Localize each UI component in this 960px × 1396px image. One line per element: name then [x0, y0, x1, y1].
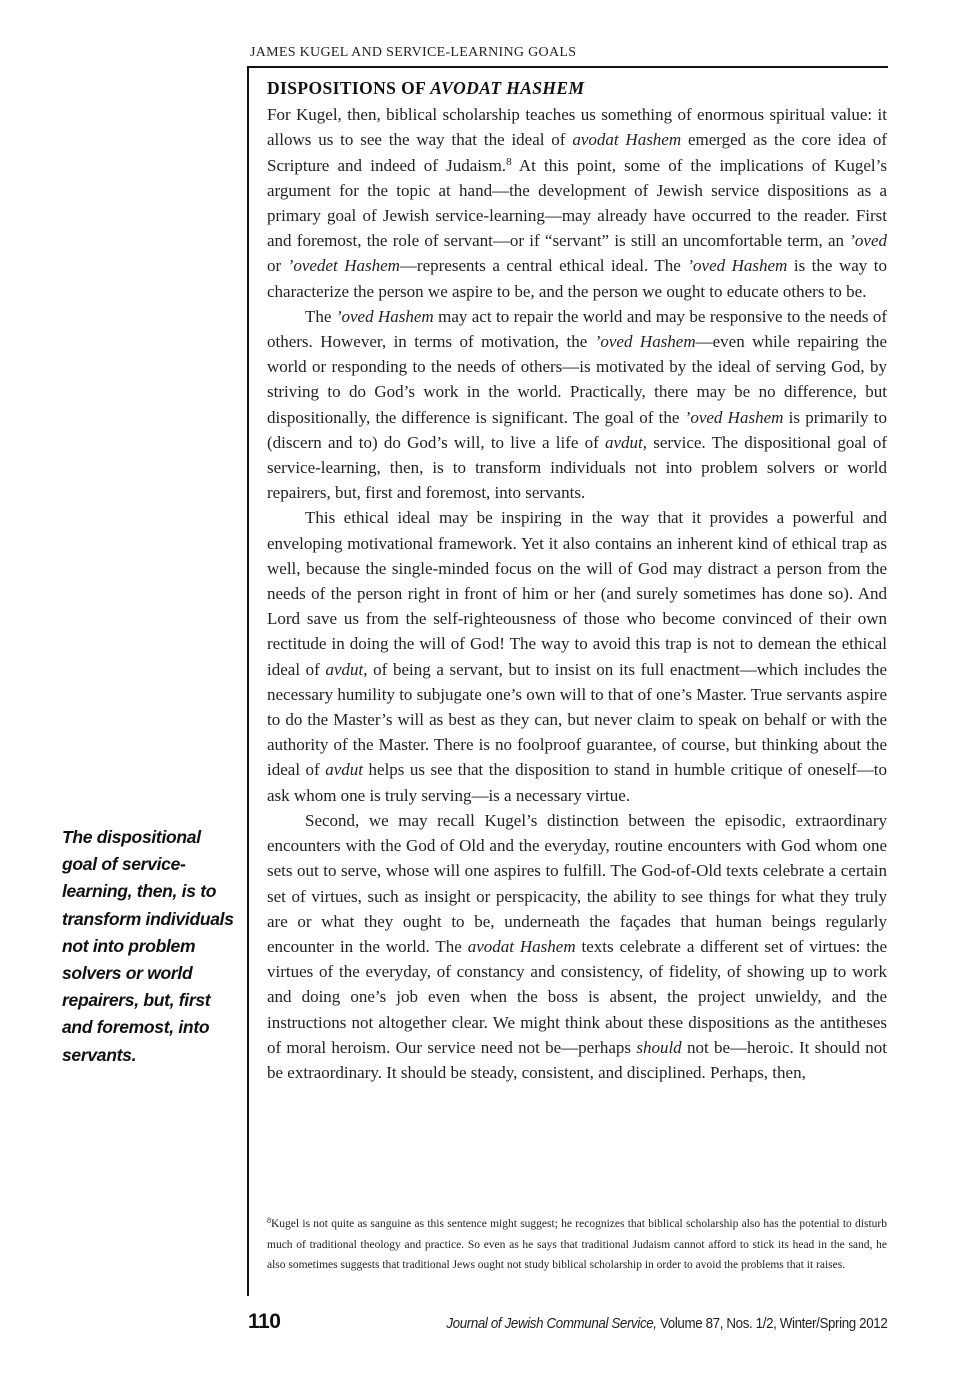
running-head: JAMES KUGEL AND SERVICE-LEARNING GOALS	[250, 45, 577, 60]
italic-run: should	[636, 1037, 682, 1057]
text-run: not be—heroic. It should not be extraordinary. It should be steady, consistent, and disciplined. Perhaps, then,	[267, 1037, 887, 1082]
italic-run: ’oved Hashem	[684, 407, 784, 427]
text-run: may act to repair the world and may be responsive to the needs of others. However, in terms of motivation, the	[267, 306, 888, 352]
text-run: texts celebrate a different set of virtues: the virtues of the everyday, of constancy and consistency, of fidelity, of showing up to work and doing one’s job even when the boss is absent, the project unwieldy, and the instructions not altogether clear. We might think about these dispositions as the antitheses of moral heroism. Our service need not be—perhaps	[267, 936, 888, 1057]
italic-run: avdut,	[325, 659, 368, 679]
pull-quote: The dispositional goal of service-learning, then, is to transform individuals not into problem solvers or world repairers, but, first and foremost, into servants.	[62, 827, 234, 1065]
paragraph-3	[267, 505, 887, 807]
italic-run: avdut	[325, 760, 364, 780]
section-heading-italic: AVODAT HASHEM	[430, 78, 585, 98]
text-run: For Kugel, then, biblical scholarship teaches us something of enormous spiritual value: it allows us to see the way that the ideal of	[267, 105, 887, 150]
text-run: The	[305, 306, 336, 326]
footnote-text: Kugel is not quite as sanguine as this sentence might suggest; he recognizes that biblical scholarship also has the potential to disturb much of traditional theology and practice. So even as he says that traditional Judaism cannot afford to stick its head in the sand, he also sometimes suggests that traditional Jews ought not study biblical scholarship in order to avoid the problems that it raises.	[267, 1218, 887, 1271]
text-run: is primarily to (discern and to) do God’s will, to live a life of	[267, 407, 888, 452]
text-run: emerged as the core idea of Scripture and indeed of Judaism.	[267, 130, 888, 175]
text-run: service. The dispositional goal of service-learning, then, is to transform individuals not into problem solvers or world repairers, but, first and foremost, into servants.	[267, 432, 887, 503]
paragraph-4	[267, 808, 887, 1085]
section-heading	[267, 76, 887, 101]
article-body	[267, 76, 887, 1085]
paragraph-1	[267, 102, 887, 304]
text-run: This ethical ideal may be inspiring in the way that it provides a powerful and enveloping motivational framework. Yet it also contains an inherent kind of ethical trap as well, because the single-minded focus on the will of God may distract a person from the needs of the person right in front of him or her (and surely sometimes has done so). And Lord save us from the self-righteousness of those who become convinced of their own rectitude in doing the will of God! The way to avoid this trap is not to demean the ethical ideal of	[267, 508, 887, 679]
text-run: —even while repairing the world or responding to the needs of others—is motivated by the ideal of serving God, by striving to do God’s work in the world. Practically, there may be no difference, but dispositionally, the difference is significant. The goal of the	[267, 332, 887, 427]
text-run: or	[267, 256, 288, 276]
journal-details: Volume 87, Nos. 1/2, Winter/Spring 2012	[656, 1316, 887, 1332]
text-run: of being a servant, but to insist on its full enactment—which includes the necessary humility to subjugate one’s own will to that of one’s Master. True servants aspire to do the Master’s will as best as they can, but never claim to speak on behalf or with the authority of the Master. There is no foolproof guarantee, of course, but thinking about the ideal of	[267, 659, 887, 780]
italic-run: ’oved	[849, 231, 887, 251]
journal-title: Journal of Jewish Communal Service,	[445, 1316, 657, 1332]
italic-run: ’oved Hashem	[335, 306, 434, 326]
italic-run: ’oved Hashem	[594, 332, 696, 352]
text-run: Second, we may recall Kugel’s distinction between the episodic, extraordinary encounters with the God of Old and the everyday, routine encounters with God whom one sets out to serve, whose will one aspires to fulfill. The God-of-Old texts celebrate a certain set of virtues, such as insight or perspicacity, the ability to see things for what they truly are or what they ought to be, underneath the façades that human beings regularly encounter in the world. The	[267, 810, 887, 956]
header-rule	[248, 66, 888, 68]
section-heading-prefix: DISPOSITIONS OF	[267, 78, 431, 98]
italic-run: ’ovedet Hashem	[287, 256, 400, 276]
footnote-marker: 8	[267, 1216, 271, 1225]
journal-citation	[446, 1316, 887, 1332]
page-number: 110	[248, 1310, 281, 1333]
italic-run: ’oved Hashem	[687, 256, 788, 276]
margin-rule	[247, 66, 249, 1296]
paragraph-2	[267, 304, 887, 506]
italic-run: avodat Hashem	[572, 130, 682, 150]
italic-run: avodat Hashem	[467, 936, 576, 956]
footnote-reference: 8	[506, 155, 512, 168]
footnote	[267, 1214, 887, 1276]
text-run: At this point, some of the implications of Kugel’s argument for the topic at hand—the development of Jewish service dispositions as a primary goal of Jewish service-learning—may already have occurred to the reader. First and foremost, the role of servant—or if “servant” is still an uncomfortable term, an	[267, 155, 887, 251]
italic-run: avdut,	[605, 432, 648, 452]
text-run: helps us see that the disposition to stand in humble critique of oneself—to ask whom one is truly serving—is a necessary virtue.	[267, 760, 888, 805]
text-run: is the way to characterize the person we aspire to be, and the person we ought to educate others to be.	[267, 256, 888, 301]
text-run: —represents a central ethical ideal. The	[399, 256, 688, 276]
